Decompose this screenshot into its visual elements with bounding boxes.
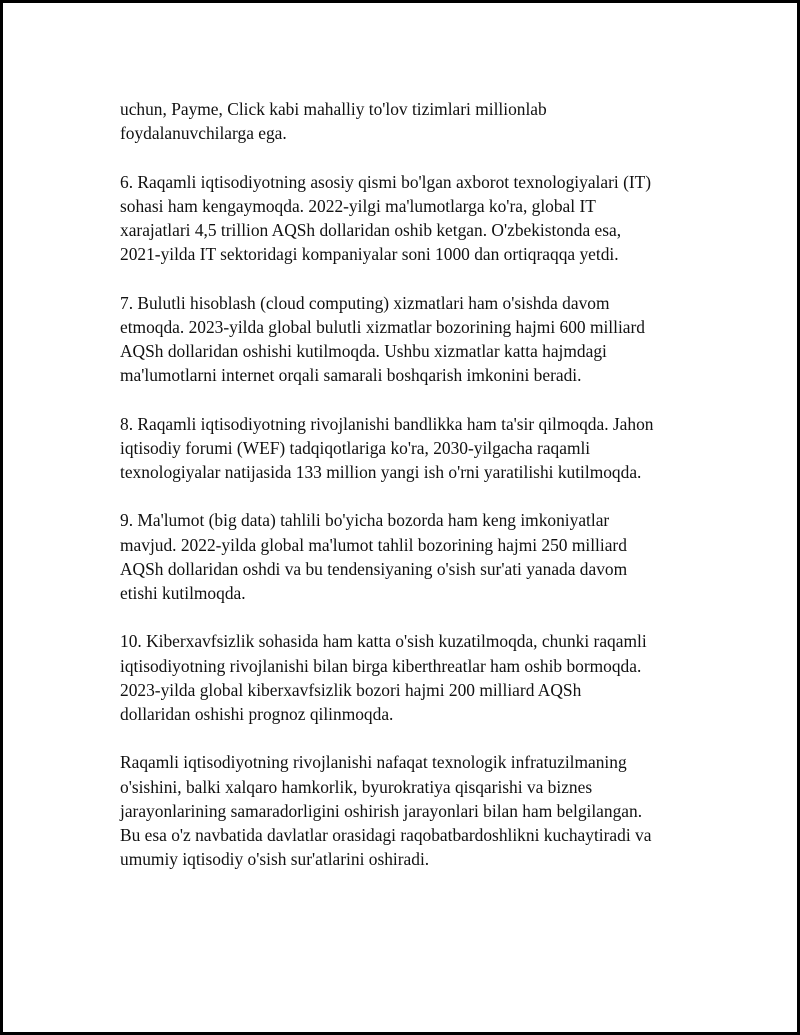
paragraph-10-cybersecurity: 10. Kiberxavfsizlik sohasida ham katta o'sish kuzatilmoqda, chunki raqamli iqtisodiyotning rivojlanishi bilan birga kiberthreatlar ham oshib bormoqda. 2023-yilda global kiberxavfsizlik bozori hajmi 200 milliard AQSh dollaridan oshishi prognoz qilinmoqda.: [120, 631, 647, 724]
paragraph-6-it-sector: 6. Raqamli iqtisodiyotning asosiy qismi bo'lgan axborot texnologiyalari (IT) sohasi ham kengaymoqda. 2022-yilgi ma'lumotlarga ko'ra, global IT xarajatlari 4,5 trillion AQSh dollaridan oshib ketgan. O'zbekistonda esa, 2021-yilda IT sektoridagi kompaniyalar soni 1000 dan ortiqraqqa yetdi.: [120, 171, 652, 265]
document-body: [120, 97, 710, 896]
paragraph-9-big-data: 9. Ma'lumot (big data) tahlili bo'yicha bozorda ham keng imkoniyatlar mavjud. 2022-yilda global ma'lumot tahlil bozorining hajmi 250 milliard AQSh dollaridan oshdi va bu tendensiyaning o'sish sur'ati yanada davom etishi kutilmoqda.: [120, 510, 628, 603]
paragraph-payment-systems: uchun, Payme, Click kabi mahalliy to'lov tizimlari millionlab foydalanuvchilarga ega.: [120, 99, 547, 144]
paragraph-conclusion: Raqamli iqtisodiyotning rivojlanishi nafaqat texnologik infratuzilmaning o'sishini, balki xalqaro hamkorlik, byurokratiya qisqarishi va biznes jarayonlarining samaradorligini oshirish jarayonlari bilan ham belgilangan. Bu esa o'z navbatida davlatlar orasidagi raqobatbardoshlikni kuchaytiradi va umumiy iqtisodiy o'sish sur'atlarini oshiradi.: [120, 752, 652, 870]
paragraph-8-employment: 8. Raqamli iqtisodiyotning rivojlanishi bandlikka ham ta'sir qilmoqda. Jahon iqtisodiy forumi (WEF) tadqiqotlariga ko'ra, 2030-yilgacha raqamli texnologiyalar natijasida 133 million yangi ish o'rni yaratilishi kutilmoqda.: [120, 413, 654, 482]
paragraph-7-cloud-computing: 7. Bulutli hisoblash (cloud computing) xizmatlari ham o'sishda davom etmoqda. 2023-yilda global bulutli xizmatlar bozorining hajmi 600 milliard AQSh dollaridan oshishi kutilmoqda. Ushbu xizmatlar katta hajmdagi ma'lumotlarni internet orqali samarali boshqarish imkonini beradi.: [120, 292, 645, 386]
